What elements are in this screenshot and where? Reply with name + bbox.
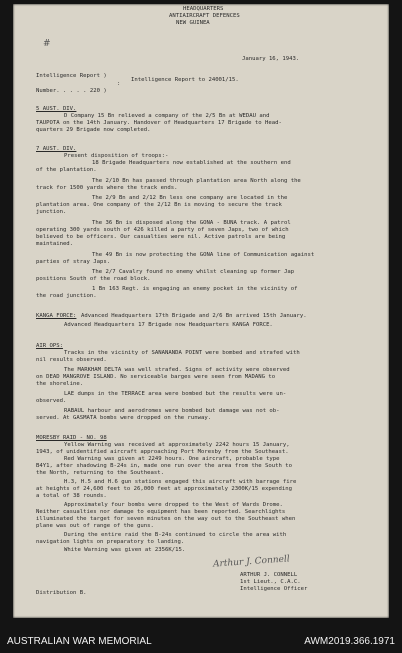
text-line: Advanced Headquarters 17th Brigade and 2/6 Bn arrived 15th January. — [81, 313, 307, 319]
section-title: AIR OPS: — [36, 343, 63, 349]
section-title: KANGA FORCE: — [36, 313, 77, 319]
text-line: The 36 Bn is disposed along the GONA - BUNA track. A patrol — [92, 220, 291, 226]
text-line: the North, returning to the Southeast. — [36, 470, 164, 476]
text-line: navigation lights on preparatory to landing. — [36, 539, 185, 545]
text-line: of the plantation. — [36, 167, 97, 173]
text-line: Red Warning was given at 2249 hours. One aircraft, probable type — [64, 456, 280, 462]
text-line: the road junction. — [36, 293, 97, 299]
distribution: Distribution B. — [36, 590, 87, 596]
signatory-rank: 1st Lieut., C.A.C. — [240, 579, 301, 585]
text-line: operating 300 yards south of 426 killed a party of seven Japs, two of which — [36, 227, 289, 233]
report-colon: : — [117, 81, 121, 87]
section-title: 7 AUST. DIV. — [36, 146, 77, 152]
section-title: 5 AUST. DIV. — [36, 106, 77, 112]
text-line: TAUPOTA on the 14th January. Handover of Headquarters 17 Brigade to Head- — [36, 120, 282, 126]
text-line: Yellow Warning was received at approximately 2242 hours 15 January, — [64, 442, 290, 448]
handwritten-signature: Arthur J. Connell — [212, 554, 291, 570]
text-line: The 2/9 Bn and 2/12 Bn less one company are located in the — [92, 195, 288, 201]
signatory-role: Intelligence Officer — [240, 586, 308, 592]
report-number: Number. . . . . 220 ) — [36, 88, 107, 94]
text-line: B4Y1, after shadowing B-24s in, made one run over the area from the South to — [36, 463, 292, 469]
hq-line2: ANTIAIRCRAFT DEFENCES — [169, 13, 240, 19]
text-line: White Warning was given at 2356K/15. — [64, 547, 186, 553]
hq-line1: HEADQUARTERS — [183, 6, 224, 12]
hq-line3: NEW GUINEA — [176, 20, 210, 26]
section-title: MORESBY RAID - NO. 98 — [36, 435, 107, 441]
text-line: the shoreline. — [36, 381, 84, 387]
text-line: on DEAD MANGROVE ISLAND. No serviceable barges were seen from MADANG to — [36, 374, 276, 380]
text-line: a total of 38 rounds. — [36, 493, 107, 499]
text-line: plantation area. One company of the 2/12 Bn is moving to secure the track — [36, 202, 282, 208]
signatory-name: ARTHUR J. CONNELL — [240, 572, 298, 578]
text-line: at heights of 24,600 feet to 26,000 feet at approximately 2300K/15 expending — [36, 486, 292, 492]
text-line: 1 Bn 163 Regt. is engaging an enemy pocket in the vicinity of — [92, 286, 298, 292]
text-line: RABAUL harbour and aerodromes were bombed but damage was not ob- — [64, 408, 280, 414]
text-line: The 2/10 Bn has passed through plantation area North along the — [92, 178, 301, 184]
text-line: Neither casualties nor damage to equipment has been reported. Searchlights — [36, 509, 286, 515]
text-line: believed to be officers. Our casualties were nil. Active patrols are being — [36, 234, 286, 240]
report-label: Intelligence Report ) — [36, 73, 107, 79]
date: January 16, 1943. — [242, 56, 300, 62]
text-line: maintained. — [36, 241, 74, 247]
text-line: served. At GASMATA bombs were dropped on the runway. — [36, 415, 212, 421]
footer-accession-number: AWM2019.366.1971 — [304, 636, 395, 647]
text-line: The 2/7 Cavalry found no enemy whilst cleaning up former Jap — [92, 269, 295, 275]
text-line: observed. — [36, 398, 67, 404]
text-line: track for 1500 yards where the track ends. — [36, 185, 178, 191]
text-line: 1943, of unidentified aircraft approaching Port Moresby from the Southeast. — [36, 449, 289, 455]
text-line: LAE dumps in the TERRACE area were bombed but the results were un- — [64, 391, 287, 397]
text-line: quarters 29 Brigade now completed. — [36, 127, 151, 133]
footer-institution: AUSTRALIAN WAR MEMORIAL — [7, 636, 152, 647]
hand-mark: # — [43, 39, 51, 49]
text-line: H.3, H.5 and H.6 gun stations engaged this aircraft with barrage fire — [64, 479, 297, 485]
text-line: positions South of the road block. — [36, 276, 151, 282]
text-line: nil results observed. — [36, 357, 107, 363]
text-line: 18 Brigade Headquarters now established at the southern end — [92, 160, 291, 166]
report-title: Intelligence Report to 24001/15. — [131, 77, 239, 83]
text-line: Advanced Headquarters 17 Brigade now Headquarters KANGA FORCE. — [64, 322, 273, 328]
text-line: plane was out of range of the guns. — [36, 523, 154, 529]
text-line: Tracks in the vicinity of SANANANDA POINT were bombed and strafed with — [64, 350, 300, 356]
text-line: During the entire raid the B-24s continued to circle the area with — [64, 532, 287, 538]
text-line: parties of stray Japs. — [36, 259, 111, 265]
text-line: D Company 15 Bn relieved a company of the 2/5 Bn at WEDAU and — [64, 113, 270, 119]
text-line: The MARKHAM DELTA was well strafed. Signs of activity were observed — [64, 367, 290, 373]
text-line: illuminated the target for seven minutes on the way out to the Southeast when — [36, 516, 296, 522]
text-line: Approximately four bombs were dropped to the West of Wards Drome. — [64, 502, 283, 508]
text-line: Present disposition of troops:- — [64, 153, 169, 159]
text-line: junction. — [36, 209, 67, 215]
text-line: The 49 Bn is now protecting the GONA line of Communication against — [92, 252, 315, 258]
